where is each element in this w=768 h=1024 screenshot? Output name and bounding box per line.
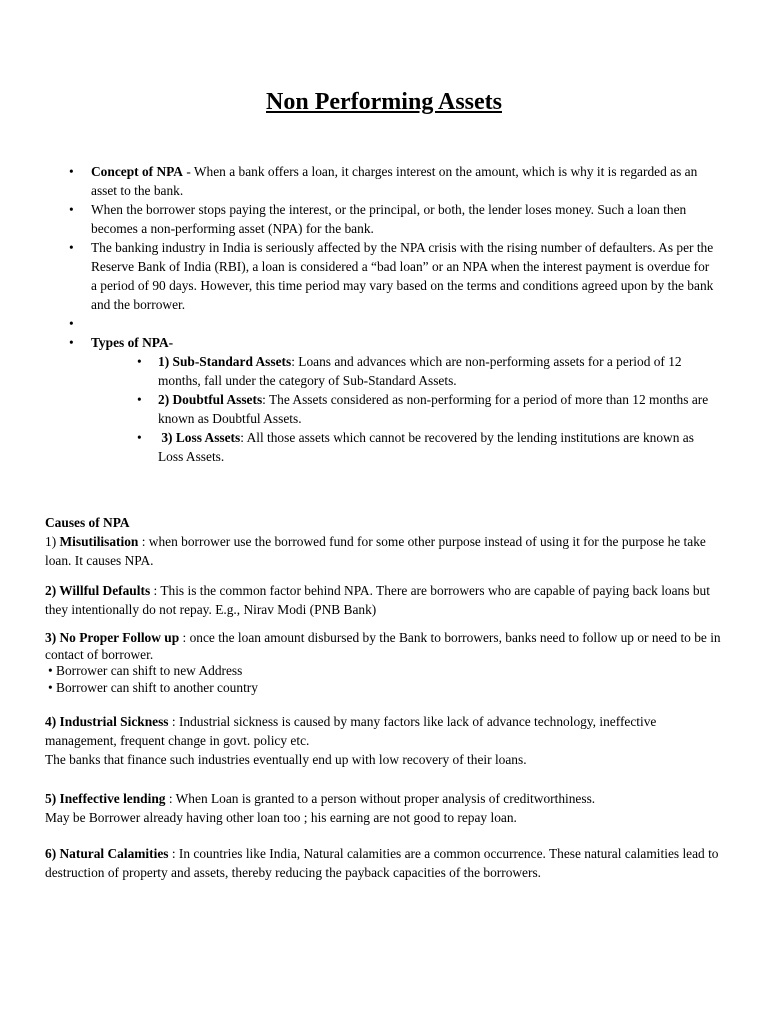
cause-label: 6) Natural Calamities bbox=[45, 846, 169, 861]
cause-label: Misutilisation bbox=[59, 534, 139, 549]
cause-extra-text: The banks that finance such industries eventually end up with low recovery of their loans. bbox=[45, 752, 527, 767]
follow-up-point: • Borrower can shift to new Address bbox=[48, 663, 243, 678]
cause-text: : When Loan is granted to a person without proper analysis of creditworthiness. bbox=[165, 791, 596, 806]
cause-text: : Industrial sickness is caused by many factors like lack of advance technology, ineffective management, frequent change in govt. policy etc. bbox=[45, 714, 657, 748]
cause-text: : when borrower use the borrowed fund for some other purpose instead of using it for the purpose he take loan. It causes NPA. bbox=[45, 534, 706, 568]
cause-text: : once the loan amount disbursed by the Bank to borrowers, banks need to follow up or need to be in contact of borrower. bbox=[45, 630, 721, 662]
type-text: : Loans and advances which are non-performing assets for a period of 12 months, fall under the category of Sub-Standard Assets. bbox=[158, 354, 682, 388]
bullet-concept bbox=[91, 162, 716, 200]
types-sub-list bbox=[158, 352, 716, 466]
intro-bullet-list bbox=[91, 162, 716, 466]
causes-section bbox=[45, 513, 725, 882]
cause-natural-calamities bbox=[45, 844, 725, 882]
bullet-crisis: • The banking industry in India is seriously affected by the NPA crisis with the rising number of defaulters. As per the Reserve Bank of India (RBI), a loan is considered a “bad loan” or an NPA when the interest payment is overdue for a period of 90 days. However, this time period may vary based on the terms and conditions agreed upon by the bank and the borrower. bbox=[91, 238, 716, 314]
type-label: 1) Sub-Standard Assets bbox=[158, 354, 292, 369]
cause-text: : This is the common factor behind NPA. There are borrowers who are capable of paying back loans but they intentionally do not repay. E.g., Nirav Modi (PNB Bank) bbox=[45, 583, 710, 617]
bullet-borrower: • When the borrower stops paying the interest, or the principal, or both, the lender loses money. Such a loan then becomes a non-performing asset (NPA) for the bank. bbox=[91, 200, 716, 238]
cause-label: 5) Ineffective lending bbox=[45, 791, 166, 806]
cause-label: 2) Willful Defaults bbox=[45, 583, 151, 598]
cause-ineffective-lending bbox=[45, 789, 725, 827]
cause-extra-text: May be Borrower already having other loan too ; his earning are not good to repay loan. bbox=[45, 810, 517, 825]
types-label: Types of NPA- bbox=[91, 335, 174, 350]
bullet-empty bbox=[91, 314, 716, 333]
cause-no-follow-up bbox=[45, 630, 725, 696]
concept-text: - When a bank offers a loan, it charges interest on the amount, which is why it is regarded as an asset to the bank. bbox=[91, 164, 698, 198]
causes-heading: Causes of NPA bbox=[45, 515, 130, 530]
cause-willful-defaults bbox=[45, 581, 725, 619]
bullet-types bbox=[91, 333, 716, 352]
type-label: 3) Loss Assets bbox=[161, 430, 241, 445]
page-title: Non Performing Assets bbox=[266, 89, 502, 115]
cause-industrial-sickness bbox=[45, 712, 725, 769]
cause-label: 3) No Proper Follow up bbox=[45, 630, 180, 645]
type-label: 2) Doubtful Assets bbox=[158, 392, 263, 407]
concept-label: Concept of NPA bbox=[91, 164, 183, 179]
cause-misutilisation bbox=[45, 532, 725, 570]
cause-label: 4) Industrial Sickness bbox=[45, 714, 169, 729]
type-doubtful bbox=[158, 390, 716, 428]
type-text: : The Assets considered as non-performing for a period of more than 12 months are known as Doubtful Assets. bbox=[158, 392, 709, 426]
cause-text: : In countries like India, Natural calamities are a common occurrence. These natural calamities lead to destruction of property and assets, thereby reducing the payback capacities of the borrowers. bbox=[45, 846, 719, 880]
follow-up-point: • Borrower can shift to another country bbox=[48, 679, 258, 695]
type-sub-standard bbox=[158, 352, 716, 390]
type-text: : All those assets which cannot be recovered by the lending institutions are known as Loss Assets. bbox=[158, 430, 694, 464]
type-loss bbox=[158, 428, 716, 466]
cause-number: 1) bbox=[45, 534, 60, 549]
